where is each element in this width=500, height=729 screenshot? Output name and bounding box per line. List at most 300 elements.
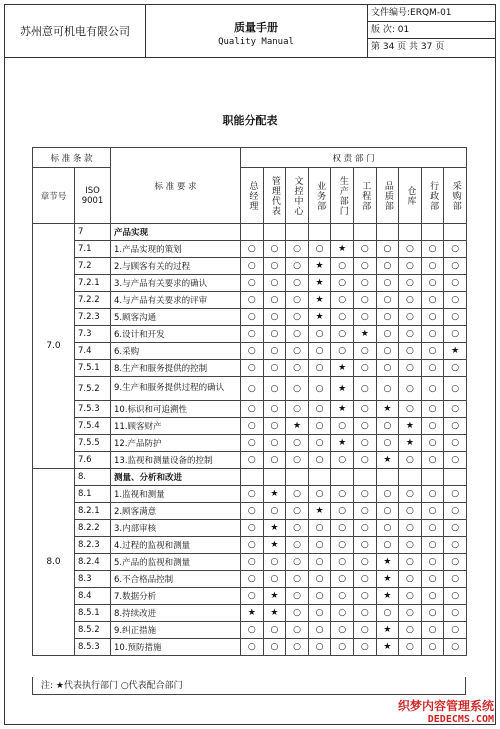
empty-mark-cell <box>308 224 331 241</box>
manual-title-en: Quality Manual <box>218 37 294 47</box>
cooperating-dept-circle-icon: ○ <box>308 241 331 258</box>
cooperating-dept-circle-icon: ○ <box>353 435 376 452</box>
cooperating-dept-circle-icon: ○ <box>353 537 376 554</box>
iso-clause-cell: 7.5.4 <box>75 418 111 435</box>
cooperating-dept-circle-icon: ○ <box>331 605 354 622</box>
table-row <box>33 554 467 571</box>
cooperating-dept-circle-icon: ○ <box>241 275 264 292</box>
executing-dept-star-icon: ★ <box>263 486 286 503</box>
empty-mark-cell <box>376 224 399 241</box>
cooperating-dept-circle-icon: ○ <box>263 326 286 343</box>
cooperating-dept-circle-icon: ○ <box>376 275 399 292</box>
requirement-cell: 5.产品的监视和测量 <box>111 554 241 571</box>
cooperating-dept-circle-icon: ○ <box>399 275 422 292</box>
cooperating-dept-circle-icon: ○ <box>241 326 264 343</box>
cooperating-dept-circle-icon: ○ <box>308 418 331 435</box>
empty-mark-cell <box>353 469 376 486</box>
executing-dept-star-icon: ★ <box>308 275 331 292</box>
cooperating-dept-circle-icon: ○ <box>308 452 331 469</box>
cooperating-dept-circle-icon: ○ <box>263 401 286 418</box>
cooperating-dept-circle-icon: ○ <box>331 486 354 503</box>
cooperating-dept-circle-icon: ○ <box>399 360 422 377</box>
cooperating-dept-circle-icon: ○ <box>376 418 399 435</box>
cooperating-dept-circle-icon: ○ <box>376 486 399 503</box>
executing-dept-star-icon: ★ <box>376 401 399 418</box>
cooperating-dept-circle-icon: ○ <box>263 309 286 326</box>
executing-dept-star-icon: ★ <box>376 554 399 571</box>
table-title: 职能分配表 <box>222 114 278 127</box>
iso-clause-cell: 7.2.2 <box>75 292 111 309</box>
executing-dept-star-icon: ★ <box>286 418 309 435</box>
cooperating-dept-circle-icon: ○ <box>286 401 309 418</box>
function-allocation-table <box>32 147 467 656</box>
iso-clause-cell: 7.2 <box>75 258 111 275</box>
table-row <box>33 520 467 537</box>
cooperating-dept-circle-icon: ○ <box>421 343 444 360</box>
cooperating-dept-circle-icon: ○ <box>399 503 422 520</box>
cooperating-dept-circle-icon: ○ <box>308 343 331 360</box>
dept-header-label: 文控中心 <box>292 175 303 216</box>
cooperating-dept-circle-icon: ○ <box>286 639 309 656</box>
table-row <box>33 401 467 418</box>
cooperating-dept-circle-icon: ○ <box>286 292 309 309</box>
dept-header <box>331 168 354 224</box>
executing-dept-star-icon: ★ <box>308 309 331 326</box>
cooperating-dept-circle-icon: ○ <box>286 275 309 292</box>
requirement-cell: 5.顾客沟通 <box>111 309 241 326</box>
cooperating-dept-circle-icon: ○ <box>308 605 331 622</box>
cooperating-dept-circle-icon: ○ <box>399 326 422 343</box>
cooperating-dept-circle-icon: ○ <box>241 309 264 326</box>
cooperating-dept-circle-icon: ○ <box>331 537 354 554</box>
cooperating-dept-circle-icon: ○ <box>353 360 376 377</box>
dept-header <box>286 168 309 224</box>
executing-dept-star-icon: ★ <box>399 435 422 452</box>
table-row <box>33 418 467 435</box>
cooperating-dept-circle-icon: ○ <box>286 622 309 639</box>
cooperating-dept-circle-icon: ○ <box>263 503 286 520</box>
cooperating-dept-circle-icon: ○ <box>399 241 422 258</box>
cooperating-dept-circle-icon: ○ <box>263 292 286 309</box>
dept-header-label: 总经理 <box>247 180 258 211</box>
executing-dept-star-icon: ★ <box>376 588 399 605</box>
cooperating-dept-circle-icon: ○ <box>263 554 286 571</box>
empty-mark-cell <box>376 469 399 486</box>
cooperating-dept-circle-icon: ○ <box>308 639 331 656</box>
dept-header <box>263 168 286 224</box>
table-row <box>33 241 467 258</box>
cooperating-dept-circle-icon: ○ <box>331 326 354 343</box>
cooperating-dept-circle-icon: ○ <box>286 435 309 452</box>
cooperating-dept-circle-icon: ○ <box>308 377 331 401</box>
empty-mark-cell <box>399 469 422 486</box>
cooperating-dept-circle-icon: ○ <box>399 537 422 554</box>
cooperating-dept-circle-icon: ○ <box>263 452 286 469</box>
cooperating-dept-circle-icon: ○ <box>399 571 422 588</box>
cooperating-dept-circle-icon: ○ <box>263 258 286 275</box>
requirement-cell: 10.标识和可追溯性 <box>111 401 241 418</box>
cooperating-dept-circle-icon: ○ <box>331 452 354 469</box>
table-row <box>33 452 467 469</box>
empty-mark-cell <box>241 224 264 241</box>
cooperating-dept-circle-icon: ○ <box>353 309 376 326</box>
requirement-cell: 6.采购 <box>111 343 241 360</box>
requirement-cell: 13.监视和测量设备的控制 <box>111 452 241 469</box>
dept-header <box>353 168 376 224</box>
requirement-cell: 11.顾客财产 <box>111 418 241 435</box>
dept-header <box>444 168 467 224</box>
iso-clause-cell: 8.5.2 <box>75 622 111 639</box>
cooperating-dept-circle-icon: ○ <box>353 520 376 537</box>
empty-mark-cell <box>421 224 444 241</box>
requirement-cell: 8.生产和服务提供的控制 <box>111 360 241 377</box>
requirement-cell: 10.预防措施 <box>111 639 241 656</box>
cooperating-dept-circle-icon: ○ <box>331 520 354 537</box>
cooperating-dept-circle-icon: ○ <box>241 258 264 275</box>
dept-header <box>308 168 331 224</box>
cooperating-dept-circle-icon: ○ <box>376 520 399 537</box>
cooperating-dept-circle-icon: ○ <box>399 309 422 326</box>
cooperating-dept-circle-icon: ○ <box>241 241 264 258</box>
cooperating-dept-circle-icon: ○ <box>241 435 264 452</box>
table-row <box>33 639 467 656</box>
executing-dept-star-icon: ★ <box>376 622 399 639</box>
table-row <box>33 469 467 486</box>
table-row <box>33 360 467 377</box>
empty-mark-cell <box>286 224 309 241</box>
requirement-cell: 2.与顾客有关的过程 <box>111 258 241 275</box>
cooperating-dept-circle-icon: ○ <box>376 258 399 275</box>
cooperating-dept-circle-icon: ○ <box>241 343 264 360</box>
cooperating-dept-circle-icon: ○ <box>444 639 467 656</box>
dept-header-label: 品质部 <box>382 180 393 211</box>
cooperating-dept-circle-icon: ○ <box>444 605 467 622</box>
cooperating-dept-circle-icon: ○ <box>286 360 309 377</box>
cooperating-dept-circle-icon: ○ <box>286 554 309 571</box>
table-row <box>33 486 467 503</box>
dept-header-label: 管理代表 <box>269 175 280 216</box>
cooperating-dept-circle-icon: ○ <box>286 258 309 275</box>
cooperating-dept-circle-icon: ○ <box>376 343 399 360</box>
cooperating-dept-circle-icon: ○ <box>421 241 444 258</box>
executing-dept-star-icon: ★ <box>376 639 399 656</box>
cooperating-dept-circle-icon: ○ <box>399 605 422 622</box>
requirement-cell: 6.设计和开发 <box>111 326 241 343</box>
requirement-cell: 产品实现 <box>111 224 241 241</box>
executing-dept-star-icon: ★ <box>376 571 399 588</box>
cooperating-dept-circle-icon: ○ <box>444 571 467 588</box>
cooperating-dept-circle-icon: ○ <box>376 435 399 452</box>
requirement-cell: 1.监视和测量 <box>111 486 241 503</box>
cooperating-dept-circle-icon: ○ <box>241 401 264 418</box>
cooperating-dept-circle-icon: ○ <box>421 571 444 588</box>
requirement-cell: 6.不合格品控制 <box>111 571 241 588</box>
cooperating-dept-circle-icon: ○ <box>263 275 286 292</box>
iso-clause-cell: 7.5.3 <box>75 401 111 418</box>
cooperating-dept-circle-icon: ○ <box>353 343 376 360</box>
iso-clause-cell: 7.3 <box>75 326 111 343</box>
cooperating-dept-circle-icon: ○ <box>241 292 264 309</box>
table-row <box>33 326 467 343</box>
cooperating-dept-circle-icon: ○ <box>444 258 467 275</box>
cooperating-dept-circle-icon: ○ <box>308 554 331 571</box>
cooperating-dept-circle-icon: ○ <box>421 537 444 554</box>
table-row <box>33 588 467 605</box>
cooperating-dept-circle-icon: ○ <box>444 554 467 571</box>
table-row <box>33 622 467 639</box>
cooperating-dept-circle-icon: ○ <box>444 377 467 401</box>
cooperating-dept-circle-icon: ○ <box>263 622 286 639</box>
cooperating-dept-circle-icon: ○ <box>421 622 444 639</box>
cooperating-dept-circle-icon: ○ <box>241 503 264 520</box>
cooperating-dept-circle-icon: ○ <box>331 309 354 326</box>
executing-dept-star-icon: ★ <box>399 418 422 435</box>
requirement-cell: 9.生产和服务提供过程的确认 <box>111 377 241 401</box>
empty-mark-cell <box>331 469 354 486</box>
cooperating-dept-circle-icon: ○ <box>353 622 376 639</box>
table-row <box>33 224 467 241</box>
cooperating-dept-circle-icon: ○ <box>353 605 376 622</box>
executing-dept-star-icon: ★ <box>241 605 264 622</box>
cooperating-dept-circle-icon: ○ <box>376 605 399 622</box>
cooperating-dept-circle-icon: ○ <box>421 292 444 309</box>
cooperating-dept-circle-icon: ○ <box>421 377 444 401</box>
iso-clause-cell: 8.5.1 <box>75 605 111 622</box>
cooperating-dept-circle-icon: ○ <box>353 292 376 309</box>
empty-mark-cell <box>308 469 331 486</box>
executing-dept-star-icon: ★ <box>263 588 286 605</box>
cooperating-dept-circle-icon: ○ <box>444 486 467 503</box>
page-info: 第 34 页 共 37 页 <box>371 42 445 52</box>
cooperating-dept-circle-icon: ○ <box>286 588 309 605</box>
cooperating-dept-circle-icon: ○ <box>308 486 331 503</box>
requirement-cell: 1.产品实现的策划 <box>111 241 241 258</box>
cooperating-dept-circle-icon: ○ <box>353 503 376 520</box>
executing-dept-star-icon: ★ <box>331 360 354 377</box>
doc-meta <box>367 5 495 57</box>
table-row <box>33 537 467 554</box>
cooperating-dept-circle-icon: ○ <box>353 275 376 292</box>
cooperating-dept-circle-icon: ○ <box>241 639 264 656</box>
empty-mark-cell <box>421 469 444 486</box>
iso-header: ISO 9001 <box>75 168 111 224</box>
cooperating-dept-circle-icon: ○ <box>331 503 354 520</box>
cooperating-dept-circle-icon: ○ <box>444 275 467 292</box>
requirement-cell: 3.与产品有关要求的确认 <box>111 275 241 292</box>
dept-header <box>421 168 444 224</box>
iso-clause-cell: 8.2.4 <box>75 554 111 571</box>
table-row <box>33 309 467 326</box>
cooperating-dept-circle-icon: ○ <box>421 486 444 503</box>
cooperating-dept-circle-icon: ○ <box>331 418 354 435</box>
iso-clause-cell: 7.6 <box>75 452 111 469</box>
executing-dept-star-icon: ★ <box>331 377 354 401</box>
cooperating-dept-circle-icon: ○ <box>263 377 286 401</box>
cooperating-dept-circle-icon: ○ <box>308 571 331 588</box>
cooperating-dept-circle-icon: ○ <box>421 452 444 469</box>
dept-group-header: 权 责 部 门 <box>241 148 467 168</box>
cooperating-dept-circle-icon: ○ <box>376 503 399 520</box>
cooperating-dept-circle-icon: ○ <box>331 622 354 639</box>
cooperating-dept-circle-icon: ○ <box>376 537 399 554</box>
cooperating-dept-circle-icon: ○ <box>444 588 467 605</box>
cooperating-dept-circle-icon: ○ <box>263 435 286 452</box>
iso-clause-cell: 7.4 <box>75 343 111 360</box>
requirement-cell: 测量、分析和改进 <box>111 469 241 486</box>
cooperating-dept-circle-icon: ○ <box>353 452 376 469</box>
cooperating-dept-circle-icon: ○ <box>421 309 444 326</box>
empty-mark-cell <box>263 224 286 241</box>
cooperating-dept-circle-icon: ○ <box>308 360 331 377</box>
cooperating-dept-circle-icon: ○ <box>421 605 444 622</box>
iso-clause-cell: 7 <box>75 224 111 241</box>
cooperating-dept-circle-icon: ○ <box>444 452 467 469</box>
cooperating-dept-circle-icon: ○ <box>241 486 264 503</box>
iso-clause-cell: 8.1 <box>75 486 111 503</box>
cooperating-dept-circle-icon: ○ <box>286 241 309 258</box>
table-row <box>33 605 467 622</box>
cooperating-dept-circle-icon: ○ <box>444 537 467 554</box>
requirement-cell: 9.纠正措施 <box>111 622 241 639</box>
cooperating-dept-circle-icon: ○ <box>444 326 467 343</box>
iso-clause-cell: 8.3 <box>75 571 111 588</box>
table-row <box>33 258 467 275</box>
dept-header-label: 采购部 <box>450 180 461 211</box>
cooperating-dept-circle-icon: ○ <box>399 452 422 469</box>
cooperating-dept-circle-icon: ○ <box>331 554 354 571</box>
executing-dept-star-icon: ★ <box>308 503 331 520</box>
cooperating-dept-circle-icon: ○ <box>421 418 444 435</box>
table-row <box>33 377 467 401</box>
cooperating-dept-circle-icon: ○ <box>263 639 286 656</box>
cooperating-dept-circle-icon: ○ <box>376 292 399 309</box>
dept-header-label: 业务部 <box>315 180 326 211</box>
cooperating-dept-circle-icon: ○ <box>421 639 444 656</box>
iso-clause-cell: 7.1 <box>75 241 111 258</box>
empty-mark-cell <box>399 224 422 241</box>
cooperating-dept-circle-icon: ○ <box>241 588 264 605</box>
cooperating-dept-circle-icon: ○ <box>331 639 354 656</box>
company-name: 苏州意可机电有限公司 <box>5 5 146 57</box>
cooperating-dept-circle-icon: ○ <box>444 360 467 377</box>
cooperating-dept-circle-icon: ○ <box>399 377 422 401</box>
iso-clause-cell: 8.5.3 <box>75 639 111 656</box>
cooperating-dept-circle-icon: ○ <box>308 520 331 537</box>
cooperating-dept-circle-icon: ○ <box>421 435 444 452</box>
cooperating-dept-circle-icon: ○ <box>331 588 354 605</box>
watermark-url: DEDECMS.COM <box>427 714 494 725</box>
chapter-cell: 8.0 <box>33 469 75 656</box>
dept-header-label: 生产部门 <box>337 175 348 216</box>
cooperating-dept-circle-icon: ○ <box>421 554 444 571</box>
cooperating-dept-circle-icon: ○ <box>399 622 422 639</box>
watermark <box>398 697 494 725</box>
cooperating-dept-circle-icon: ○ <box>308 401 331 418</box>
cooperating-dept-circle-icon: ○ <box>353 486 376 503</box>
cooperating-dept-circle-icon: ○ <box>286 537 309 554</box>
cooperating-dept-circle-icon: ○ <box>353 241 376 258</box>
executing-dept-star-icon: ★ <box>308 292 331 309</box>
cooperating-dept-circle-icon: ○ <box>308 622 331 639</box>
cooperating-dept-circle-icon: ○ <box>241 571 264 588</box>
executing-dept-star-icon: ★ <box>263 520 286 537</box>
cooperating-dept-circle-icon: ○ <box>421 588 444 605</box>
requirement-cell: 8.持续改进 <box>111 605 241 622</box>
cooperating-dept-circle-icon: ○ <box>263 418 286 435</box>
table-row <box>33 503 467 520</box>
dept-header-label: 仓库 <box>405 185 416 206</box>
cooperating-dept-circle-icon: ○ <box>421 520 444 537</box>
cooperating-dept-circle-icon: ○ <box>286 571 309 588</box>
iso-clause-cell: 7.5.5 <box>75 435 111 452</box>
std-clause-header: 标 准 条 款 <box>33 148 111 168</box>
cooperating-dept-circle-icon: ○ <box>353 588 376 605</box>
iso-clause-cell: 8.2.3 <box>75 537 111 554</box>
executing-dept-star-icon: ★ <box>263 537 286 554</box>
cooperating-dept-circle-icon: ○ <box>444 401 467 418</box>
cooperating-dept-circle-icon: ○ <box>444 520 467 537</box>
cooperating-dept-circle-icon: ○ <box>399 588 422 605</box>
cooperating-dept-circle-icon: ○ <box>241 452 264 469</box>
cooperating-dept-circle-icon: ○ <box>399 554 422 571</box>
chapter-cell: 7.0 <box>33 224 75 469</box>
requirement-cell: 4.过程的监视和测量 <box>111 537 241 554</box>
dept-header-label: 行政部 <box>428 180 439 211</box>
executing-dept-star-icon: ★ <box>331 241 354 258</box>
cooperating-dept-circle-icon: ○ <box>241 622 264 639</box>
empty-mark-cell <box>444 224 467 241</box>
dept-header <box>399 168 422 224</box>
cooperating-dept-circle-icon: ○ <box>241 554 264 571</box>
cooperating-dept-circle-icon: ○ <box>376 360 399 377</box>
cooperating-dept-circle-icon: ○ <box>308 326 331 343</box>
std-req-header: 标 准 要 求 <box>111 148 241 224</box>
iso-clause-cell: 7.5.2 <box>75 377 111 401</box>
iso-clause-cell: 8.2.2 <box>75 520 111 537</box>
cooperating-dept-circle-icon: ○ <box>353 571 376 588</box>
dept-header <box>376 168 399 224</box>
cooperating-dept-circle-icon: ○ <box>399 292 422 309</box>
cooperating-dept-circle-icon: ○ <box>263 360 286 377</box>
cooperating-dept-circle-icon: ○ <box>286 309 309 326</box>
cooperating-dept-circle-icon: ○ <box>331 292 354 309</box>
requirement-cell: 7.数据分析 <box>111 588 241 605</box>
cooperating-dept-circle-icon: ○ <box>286 326 309 343</box>
requirement-cell: 3.内部审核 <box>111 520 241 537</box>
doc-number: 文件编号:ERQM-01 <box>367 5 495 22</box>
cooperating-dept-circle-icon: ○ <box>421 401 444 418</box>
empty-mark-cell <box>263 469 286 486</box>
table-row <box>33 435 467 452</box>
cooperating-dept-circle-icon: ○ <box>421 326 444 343</box>
table-row <box>33 275 467 292</box>
executing-dept-star-icon: ★ <box>331 435 354 452</box>
cooperating-dept-circle-icon: ○ <box>444 292 467 309</box>
executing-dept-star-icon: ★ <box>376 452 399 469</box>
cooperating-dept-circle-icon: ○ <box>241 360 264 377</box>
cooperating-dept-circle-icon: ○ <box>353 401 376 418</box>
cooperating-dept-circle-icon: ○ <box>376 241 399 258</box>
cooperating-dept-circle-icon: ○ <box>376 326 399 343</box>
executing-dept-star-icon: ★ <box>444 343 467 360</box>
cooperating-dept-circle-icon: ○ <box>263 571 286 588</box>
doc-version: 版 次: 01 <box>367 22 495 39</box>
cooperating-dept-circle-icon: ○ <box>241 537 264 554</box>
executing-dept-star-icon: ★ <box>263 605 286 622</box>
cooperating-dept-circle-icon: ○ <box>444 418 467 435</box>
cooperating-dept-circle-icon: ○ <box>308 435 331 452</box>
cooperating-dept-circle-icon: ○ <box>286 503 309 520</box>
